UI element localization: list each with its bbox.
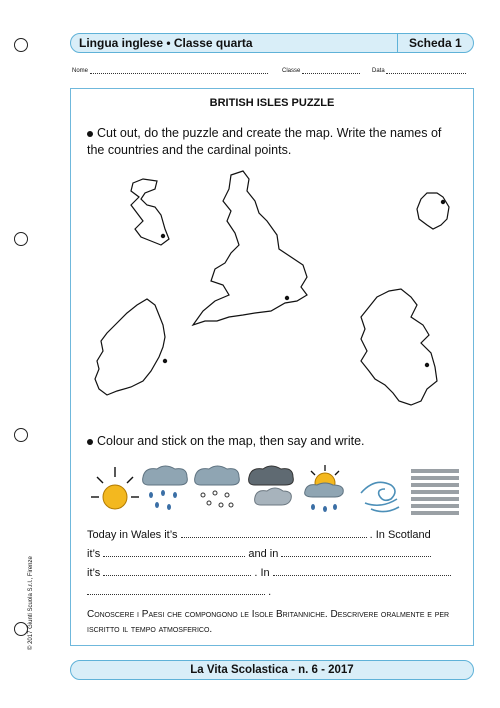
wind-icon[interactable] xyxy=(355,463,407,521)
sentence-text: and in xyxy=(248,548,279,560)
date-label: Data xyxy=(372,68,385,74)
sentence-text: . xyxy=(268,586,272,598)
ireland-piece xyxy=(95,299,165,395)
sun-icon[interactable] xyxy=(89,463,141,521)
puzzle-map xyxy=(71,89,475,429)
worksheet-title: BRITISH ISLES PUZZLE xyxy=(209,97,335,109)
class-field[interactable] xyxy=(282,68,360,74)
bullet-icon xyxy=(87,439,93,445)
capital-dot xyxy=(161,234,165,238)
sentence-line-4[interactable] xyxy=(87,586,271,598)
binder-hole xyxy=(14,232,28,246)
england-piece xyxy=(193,171,307,325)
header-divider xyxy=(397,34,398,52)
copyright-note: © 2017 Giunti Scuola S.r.l., Firenze xyxy=(28,556,34,650)
learning-objective: Conoscere i Paesi che compongono le Isole Britanniche. Descrivere oralmente e per iscritto il tempo atmosferico. xyxy=(87,609,450,635)
instruction-text: Cut out, do the puzzle and create the map. Write the names of the countries and the cardinal points. xyxy=(87,126,442,157)
hail-icon[interactable] xyxy=(191,463,243,521)
date-field[interactable] xyxy=(372,68,466,74)
sentence-line-2[interactable] xyxy=(87,548,431,560)
rain-icon[interactable] xyxy=(139,463,191,521)
capital-dot xyxy=(441,200,445,204)
sun-rain-icon[interactable] xyxy=(299,463,351,521)
capital-dot xyxy=(425,363,429,367)
northern-ireland-piece xyxy=(417,193,449,229)
footer-bar: La Vita Scolastica - n. 6 - 2017 xyxy=(70,660,474,680)
sentence-line-3[interactable] xyxy=(87,567,451,579)
worksheet-frame xyxy=(70,88,474,646)
name-field[interactable] xyxy=(72,68,268,74)
capital-dot xyxy=(163,359,167,363)
class-label: Classe xyxy=(282,68,301,74)
instruction-text: Colour and stick on the map, then say and write. xyxy=(97,434,365,448)
fog-icon[interactable] xyxy=(409,463,461,521)
sentence-text: . In Scotland xyxy=(369,529,431,541)
cloud-icon[interactable] xyxy=(245,463,297,521)
header-bar xyxy=(70,33,474,53)
sentence-text: it’s xyxy=(87,567,101,579)
sentence-text: Today in Wales it’s xyxy=(87,529,178,541)
capital-dot xyxy=(285,296,289,300)
sheet-number: Scheda 1 xyxy=(409,36,462,50)
binder-hole xyxy=(14,622,28,636)
binder-hole xyxy=(14,38,28,52)
sentence-text: it’s xyxy=(87,548,101,560)
scotland-piece xyxy=(361,289,437,405)
sentence-text: . In xyxy=(254,567,270,579)
instruction-colour xyxy=(87,433,462,450)
binder-hole xyxy=(14,428,28,442)
name-label: Nome xyxy=(72,68,89,74)
header-title: Lingua inglese • Classe quarta xyxy=(79,36,253,50)
sentence-line-1[interactable] xyxy=(87,529,431,541)
